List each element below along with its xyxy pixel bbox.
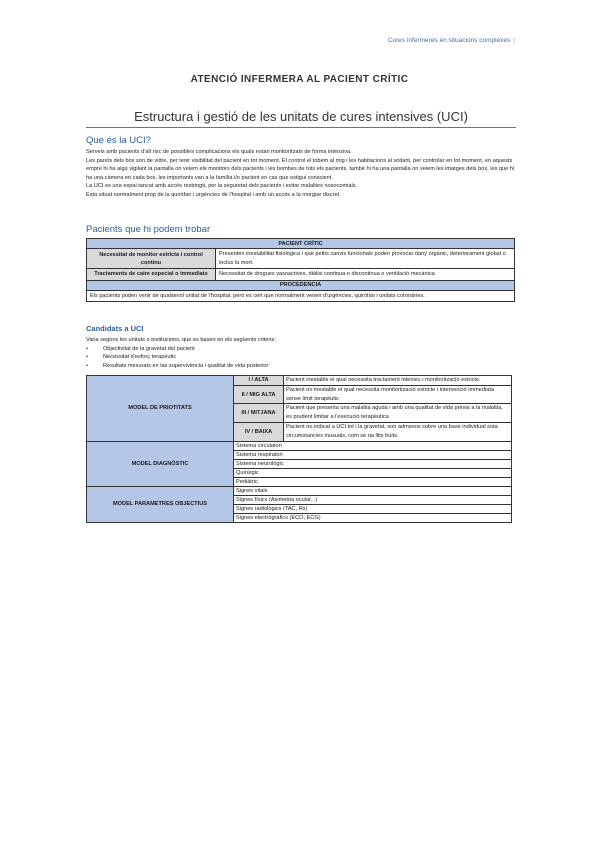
priority-description: Pacient no inestable el qual necessita monitorització estricte i intervenció immediata sense límit terapèutic — [284, 385, 512, 404]
paragraph: Esta situat normalment prop de la quiròfan i urgències de l'hospital i amb un accés a la morgue discret. — [86, 191, 341, 198]
priority-description: Pacient inestable el qual necessita tractament intensiu i monitorització estricte. — [284, 376, 512, 386]
priority-level: I / ALTA — [234, 376, 284, 386]
row-text: Necessitat de drogues vasoactives, diàlisi continua o discontinua o ventilació mecànica — [216, 269, 515, 281]
heading-pacients: Pacients que hi podem trobar — [86, 224, 211, 235]
row-text: Presenten inestabilitat fisiològica i que petits canvis funcionals poden provocar dany orgànic, deteriorament global o inclús la mort. — [216, 249, 515, 269]
parameter-item: Signes físics (Asimetria ocular...) — [234, 495, 512, 504]
models-table — [86, 375, 512, 523]
priority-level: II / MIG ALTA — [234, 385, 284, 404]
parameter-item: Signes radiològics (TAC, Rx) — [234, 504, 512, 513]
pacient-critic-table — [86, 238, 515, 302]
paragraph: Les parets dels box son de vidre, per tenir visibilitat del pacient en tot moment. El control el tobem al mig i les habitacions al voltant, per controlar en tot moment, en aquests empre hi ha algú vigilant la pantalla on veiem els monitors dels pacients i les bombes de tots els pacients, també hi ha una pantalla on veiem les imatges dels box, les que hi ha una càmera en cada box, les importants van a la família i/o pacient en cas que estigui conscient. — [86, 157, 515, 181]
priority-description: Pacient no indicat a UCI tot i la gravetat, son admesos sobre una base individual sota circumstancies inusuals, com se ria llits buits. — [284, 422, 512, 441]
list-item: • Necessitat d'esforç terapèutic — [86, 353, 516, 362]
heading-que-es-uci: Que és la UCI? — [86, 135, 151, 146]
priority-level: III / MITJANA — [234, 404, 284, 423]
row-label: Tractaments de caire especial o immediats — [87, 269, 216, 281]
row-label: Necessitat de monitor estricta i control continu — [87, 249, 216, 269]
diagnostic-item: Pediàtric — [234, 477, 512, 486]
priority-level: IV / BAIXA — [234, 422, 284, 441]
diagnostic-item: Sistema circulatori — [234, 441, 512, 450]
running-header — [388, 37, 515, 44]
header-separator: | — [513, 37, 515, 44]
model-prioritats-label: MODEL DE PRIOTITATS — [87, 376, 234, 442]
parameter-item: Signes vitals — [234, 486, 512, 495]
parameter-item: Signes electrogràfics (ECO, ECG) — [234, 513, 512, 522]
procedencia-header: PROCEDENCIA — [87, 280, 515, 290]
table-header: PACIENT CRÍTIC — [87, 239, 515, 249]
candidats-body — [86, 336, 516, 370]
que-es-uci-body — [86, 148, 516, 200]
running-title: Cures infermeres en situacions complexes — [387, 37, 511, 44]
subtitle-underline — [86, 127, 516, 128]
section-subtitle: Estructura i gestió de les unitats de cures intensives (UCI) — [134, 109, 468, 124]
paragraph: La UCI es una espai tancat amb accés restringit, per la seguretat dels pacients i evitar malalties nosocomials. — [86, 183, 358, 190]
model-diagnostic-label: MODEL DIAGNÒSTIC — [87, 441, 234, 486]
procedencia-text: Els pacients poden venir de qualsevol unitat de l'hospital, però es cert que normalment venen d'urgències, quiròfan i unitats coronàries. — [87, 290, 515, 302]
criteria-list — [86, 345, 516, 371]
heading-candidats: Candidats a UCI — [86, 324, 144, 333]
diagnostic-item: Sistema respiratori — [234, 450, 512, 459]
candidats-intro: Varia segons les unitats o institucions, que es basen en els següents criteris; — [86, 337, 276, 343]
list-item: • Resultats mesurats en las supervivència i qualitat de vida posterior — [86, 362, 516, 371]
diagnostic-item: Sistema neurològic — [234, 459, 512, 468]
model-parametres-label: MODEL PARAMETRES OBJECTIUS — [87, 486, 234, 522]
list-item: • Objectivitat de la gravetat del pacient — [86, 345, 516, 354]
paragraph: Serveis amb pacients d'alt risc de possibles complicacions els quals estan monitoritzats de forma intensiva. — [86, 149, 352, 155]
document-title: ATENCIÓ INFERMERA AL PACIENT CRÍTIC — [190, 74, 409, 85]
diagnostic-item: Quirúrgic — [234, 468, 512, 477]
priority-description: Pacient que presenta una malaltia aguda i amb una qualitat de vida prèvia a la malaltia, es prudent limitar a l'execució terapèutica — [284, 404, 512, 423]
